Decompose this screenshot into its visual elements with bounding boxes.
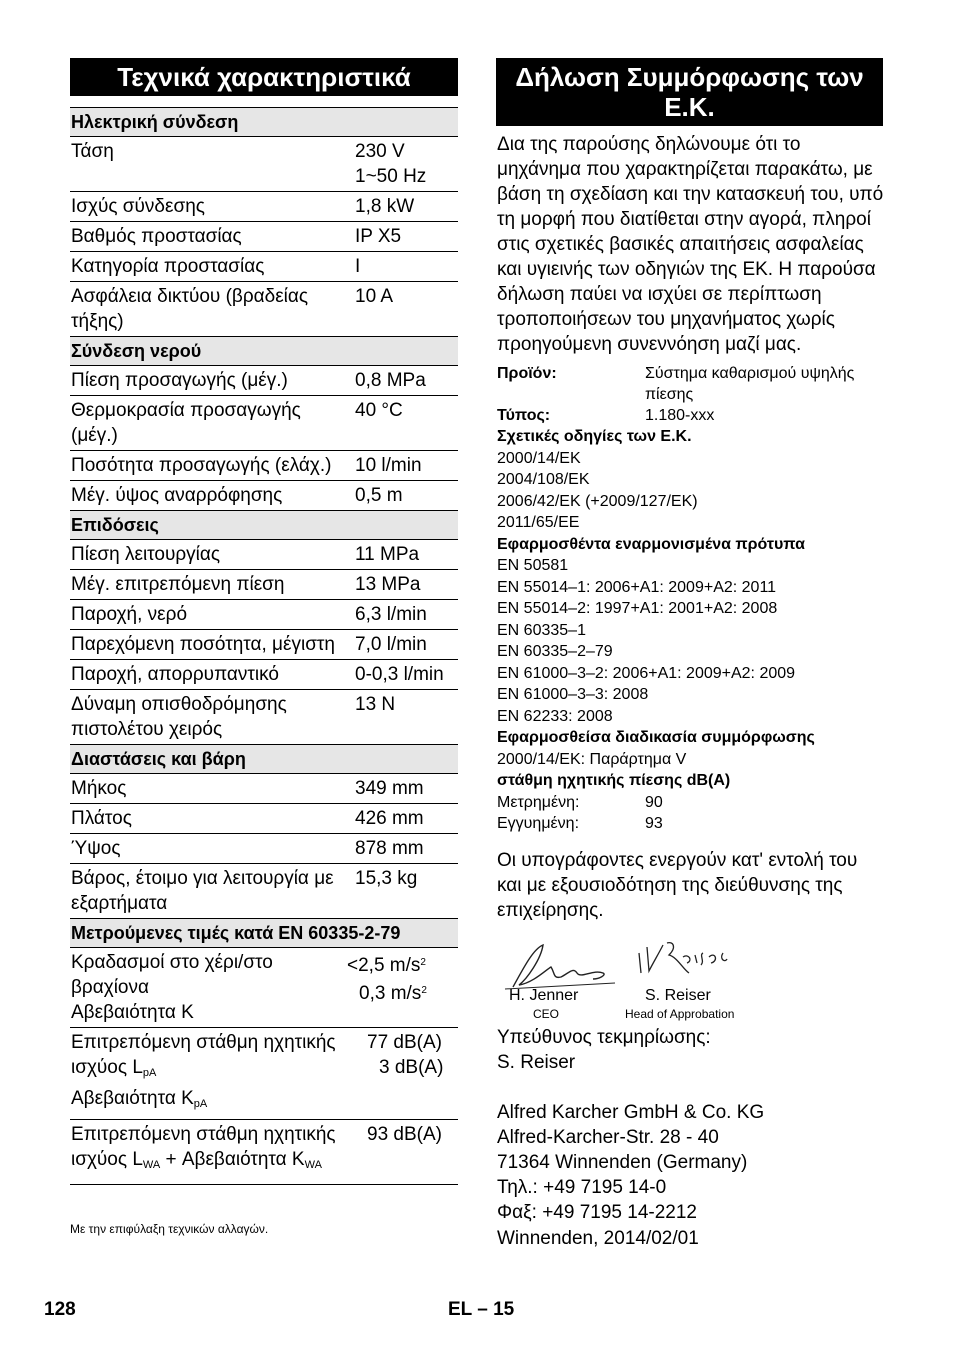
spec-label: Βάρος, έτοιμο για λειτουργία με εξαρτήματα bbox=[70, 864, 347, 919]
spec-value: 0-0,3 l/min bbox=[355, 664, 444, 685]
spec-value: 0,8 MPa bbox=[355, 370, 426, 391]
spec-section-header bbox=[70, 337, 458, 366]
spec-label: Μήκος bbox=[70, 774, 347, 804]
company-item: Τηλ.: +49 7195 14-0 bbox=[497, 1176, 667, 1198]
procedure-heading: Εφαρμοσθείσα διαδικασία συμμόρφωσης bbox=[497, 729, 815, 746]
spec-label: Ποσότητα προσαγωγής (ελάχ.) bbox=[70, 451, 347, 481]
place-date: Winnenden, 2014/02/01 bbox=[497, 1227, 699, 1249]
spec-value: 1~50 Hz bbox=[355, 166, 427, 187]
sound-pressure-uncertainty-value: 3 dB(A) bbox=[379, 1057, 444, 1078]
spec-label: Θερμοκρασία προσαγωγής (μέγ.) bbox=[70, 396, 347, 451]
spec-value: 1,8 kW bbox=[355, 196, 415, 217]
standards-item: EN 60335–2–79 bbox=[497, 643, 613, 660]
spec-row bbox=[70, 690, 458, 745]
spec-label: Ύψος bbox=[70, 834, 347, 864]
spec-value: 6,3 l/min bbox=[355, 604, 427, 625]
vibration-uncertainty-label: Αβεβαιότητα K bbox=[71, 1002, 194, 1023]
spec-value: 0,5 m bbox=[355, 485, 403, 506]
sound-power-row bbox=[70, 1120, 458, 1185]
spec-value: 426 mm bbox=[355, 808, 424, 829]
spec-row bbox=[70, 396, 458, 451]
spec-row bbox=[70, 137, 458, 192]
sound-heading: στάθμη ηχητικής πίεσης dB(A) bbox=[497, 772, 731, 789]
spec-value: 10 A bbox=[355, 286, 394, 307]
company-item: Alfred Karcher GmbH & Co. KG bbox=[497, 1101, 765, 1123]
declaration-body bbox=[497, 132, 887, 1251]
standards-heading: Εφαρμοσθέντα εναρμονισμένα πρότυπα bbox=[497, 535, 805, 553]
spec-row bbox=[70, 834, 458, 864]
vibration-value: <2,5 m/s bbox=[347, 955, 421, 976]
directives-item: 2004/108/EK bbox=[497, 471, 590, 488]
spec-value: 878 mm bbox=[355, 838, 424, 859]
measured-value: 90 bbox=[645, 793, 663, 811]
signer-2-name: S. Reiser bbox=[645, 986, 711, 1004]
unit-squared: 2 bbox=[420, 957, 426, 968]
spec-label: Τάση bbox=[70, 137, 347, 192]
directives-list bbox=[497, 448, 887, 534]
section-heading: Σύνδεση νερού bbox=[70, 337, 458, 366]
company-item: Alfred-Karcher-Str. 28 - 40 bbox=[497, 1126, 719, 1148]
spec-row bbox=[70, 282, 458, 337]
standards-list bbox=[497, 555, 887, 727]
spec-label: Πλάτος bbox=[70, 804, 347, 834]
spec-value: 11 MPa bbox=[355, 544, 420, 565]
guaranteed-label: Εγγυημένη: bbox=[497, 814, 580, 832]
vibration-label: Κραδασμοί στο χέρι/στο βραχίονα bbox=[71, 952, 273, 998]
spec-row bbox=[70, 540, 458, 570]
language-page-marker bbox=[448, 1299, 514, 1321]
spec-body bbox=[70, 108, 458, 919]
sound-power-uncertainty-label: + Αβεβαιότητα K bbox=[160, 1149, 305, 1170]
measured-values-block bbox=[70, 919, 458, 1185]
product-value: Σύστημα καθαρισμού υψηλής πίεσης bbox=[645, 365, 855, 403]
doc-responsible-label: Υπεύθυνος τεκμηρίωσης: bbox=[497, 1026, 711, 1048]
spec-row bbox=[70, 481, 458, 511]
spec-label: Ισχύς σύνδεσης bbox=[70, 192, 347, 222]
measured-row bbox=[497, 792, 887, 813]
measured-label: Μετρημένη: bbox=[497, 793, 580, 811]
spec-row bbox=[70, 804, 458, 834]
standards-item: EN 62233: 2008 bbox=[497, 707, 613, 725]
subscript-pa: pA bbox=[142, 1067, 157, 1079]
company-item: Φαξ: +49 7195 14-2212 bbox=[497, 1201, 697, 1223]
directives-item: 2011/65/EE bbox=[497, 514, 580, 531]
signer-1-role: CEO bbox=[533, 1006, 560, 1021]
spec-row bbox=[70, 222, 458, 252]
directives-item: 2000/14/EK bbox=[497, 449, 581, 467]
signer-1-name: H. Jenner bbox=[509, 986, 579, 1004]
measured-section-header bbox=[70, 919, 458, 948]
spec-row bbox=[70, 451, 458, 481]
doc-responsible-name: S. Reiser bbox=[497, 1051, 576, 1073]
sound-pressure-row bbox=[70, 1028, 458, 1120]
subscript-pa: pA bbox=[193, 1098, 208, 1110]
spec-row bbox=[70, 774, 458, 804]
sound-pressure-value: 77 dB(A) bbox=[367, 1032, 442, 1053]
spec-value: 15,3 kg bbox=[355, 868, 418, 889]
declaration-intro: Δια της παρούσης δηλώνουμε ότι το μηχάνημα που χαρακτηρίζεται παρακάτω, με βάση τη σχεδίαση και την κατασκευή του, υπό τη μορφή που διατίθεται στην αγορά, πληροί στις σχετικές βασικές απαιτήσεις ασφαλείας και υγιεινής των οδηγιών της ΕΚ. Η παρούσα δήλωση παύει να ισχύει σε περίπτωση τροποποιήσεων του μηχανήματος χωρίς προηγούμενη συνεννόηση μαζί μας. bbox=[497, 134, 884, 355]
spec-label: Κατηγορία προστασίας bbox=[70, 252, 347, 282]
signer-2-role: Head of Approbation bbox=[625, 1006, 735, 1021]
section-page: – 15 bbox=[477, 1299, 515, 1320]
spec-section-header bbox=[70, 511, 458, 540]
spec-label: Μέγ. επιτρεπόμενη πίεση bbox=[70, 570, 347, 600]
sound-pressure-uncertainty-label: Αβεβαιότητα K bbox=[71, 1088, 194, 1109]
standards-item: EN 61000–3–2: 2006+A1: 2009+A2: 2009 bbox=[497, 664, 796, 682]
spec-label: Ασφάλεια δικτύου (βραδείας τήξης) bbox=[70, 282, 347, 337]
spec-row bbox=[70, 192, 458, 222]
signature-reiser bbox=[633, 933, 733, 983]
standards-item: EN 55014–2: 1997+A1: 2001+A2: 2008 bbox=[497, 600, 778, 617]
sound-power-label: Επιτρεπόμενη στάθμη ηχητικής ισχύος L bbox=[71, 1124, 336, 1170]
spec-label: Παροχή, νερό bbox=[70, 600, 347, 630]
spec-section-header bbox=[70, 108, 458, 137]
vibration-uncertainty-value: 0,3 m/s bbox=[359, 983, 422, 1004]
subscript-wa: WA bbox=[142, 1159, 161, 1171]
spec-value: 230 V bbox=[355, 141, 405, 162]
spec-row bbox=[70, 600, 458, 630]
guaranteed-value: 93 bbox=[645, 814, 663, 832]
standards-item: EN 61000–3–3: 2008 bbox=[497, 686, 649, 703]
spec-row bbox=[70, 570, 458, 600]
standards-item: EN 60335–1 bbox=[497, 621, 586, 639]
spec-value: IP X5 bbox=[355, 226, 402, 247]
spec-value: 7,0 l/min bbox=[355, 634, 427, 655]
spec-table bbox=[70, 107, 458, 1185]
standards-item: EN 50581 bbox=[497, 557, 569, 574]
type-value: 1.180-xxx bbox=[645, 407, 715, 424]
directives-item: 2006/42/EK (+2009/127/EK) bbox=[497, 492, 698, 510]
procedure-value: 2000/14/EK: Παράρτημα V bbox=[497, 750, 687, 768]
spec-label: Πίεση προσαγωγής (μέγ.) bbox=[70, 366, 347, 396]
declaration-title: Δήλωση Συμμόρφωσης των Ε.Κ. bbox=[496, 58, 883, 126]
standards-item: EN 55014–1: 2006+A1: 2009+A2: 2011 bbox=[497, 578, 777, 596]
spec-value: 13 N bbox=[355, 694, 396, 715]
spec-label: Παρεχόμενη ποσότητα, μέγιστη bbox=[70, 630, 347, 660]
spec-label: Δύναμη οπισθοδρόμησης πιστολέτου χειρός bbox=[70, 690, 347, 745]
company-address bbox=[497, 1100, 887, 1225]
directives-heading: Σχετικές οδηγίες των Ε.Κ. bbox=[497, 428, 692, 445]
measured-heading: Μετρούμενες τιμές κατά EN 60335-2-79 bbox=[70, 919, 458, 948]
spec-value: 40 °C bbox=[355, 400, 403, 421]
spec-row bbox=[70, 630, 458, 660]
spec-row bbox=[70, 252, 458, 282]
signers-text: Οι υπογράφοντες ενεργούν κατ' εντολή του και με εξουσιοδότηση της διεύθυνσης της επιχείρησης. bbox=[497, 849, 858, 921]
spec-value: 349 mm bbox=[355, 778, 424, 799]
spec-row bbox=[70, 864, 458, 919]
product-row bbox=[497, 363, 887, 405]
spec-section-header bbox=[70, 745, 458, 774]
signatures bbox=[497, 923, 887, 1021]
tech-specs-title: Τεχνικά χαρακτηριστικά bbox=[70, 58, 458, 96]
spec-label: Παροχή, απορρυπαντικό bbox=[70, 660, 347, 690]
spec-row bbox=[70, 366, 458, 396]
section-heading: Διαστάσεις και βάρη bbox=[70, 745, 458, 774]
sound-pressure-label: Επιτρεπόμενη στάθμη ηχητικής ισχύος L bbox=[71, 1032, 336, 1078]
spec-row bbox=[70, 660, 458, 690]
page-number: 128 bbox=[44, 1299, 76, 1320]
spec-label: Βαθμός προστασίας bbox=[70, 222, 347, 252]
section-heading: Ηλεκτρική σύνδεση bbox=[70, 108, 458, 137]
product-label: Προϊόν: bbox=[497, 365, 557, 382]
sound-power-value: 93 dB(A) bbox=[367, 1124, 442, 1145]
spec-value: I bbox=[355, 256, 361, 277]
subscript-wa: WA bbox=[304, 1159, 322, 1171]
language-code: EL bbox=[448, 1299, 472, 1320]
type-label: Τύπος: bbox=[497, 407, 551, 424]
spec-value: 13 MPa bbox=[355, 574, 421, 595]
type-row bbox=[497, 405, 887, 426]
spec-label: Πίεση λειτουργίας bbox=[70, 540, 347, 570]
section-heading: Επιδόσεις bbox=[70, 511, 458, 540]
vibration-row bbox=[70, 948, 458, 1028]
guaranteed-row bbox=[497, 813, 887, 834]
footnote: Με την επιφύλαξη τεχνικών αλλαγών. bbox=[70, 1222, 269, 1236]
spec-label: Μέγ. ύψος αναρρόφησης bbox=[70, 481, 347, 511]
unit-squared: 2 bbox=[421, 985, 427, 996]
spec-value: 10 l/min bbox=[355, 455, 422, 476]
company-item: 71364 Winnenden (Germany) bbox=[497, 1151, 748, 1173]
